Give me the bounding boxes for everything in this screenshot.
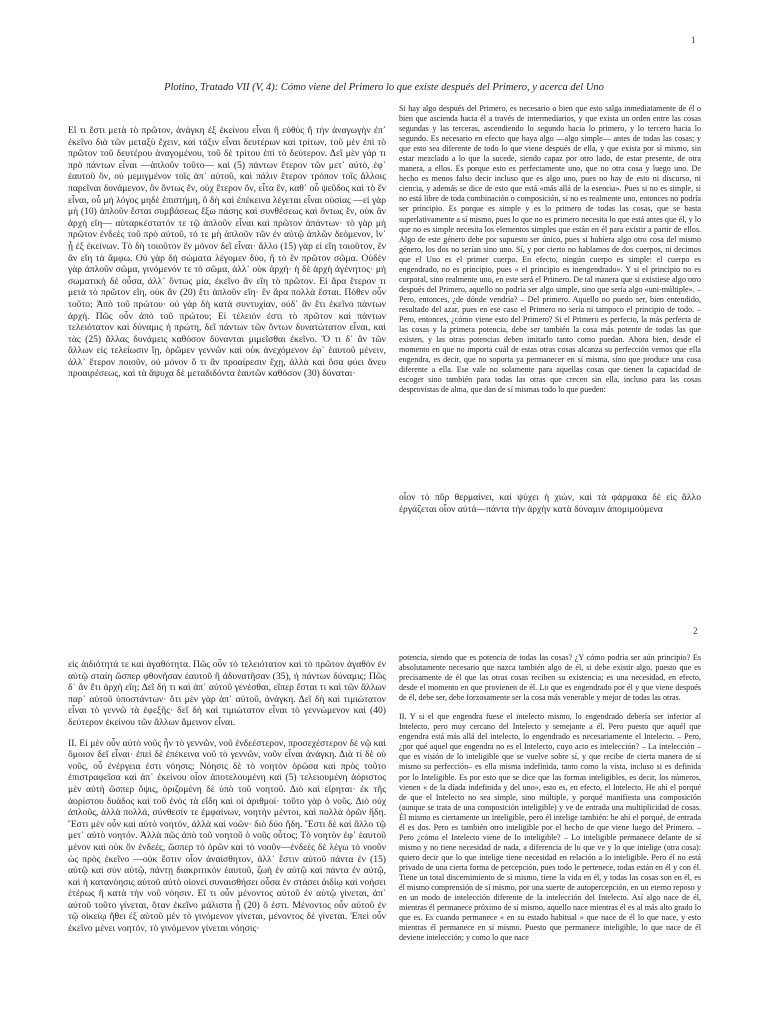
spanish-paragraph: potencia, siendo que es potencia de todas las cosas? ¿Y cómo podría ser aún principio? Es absolutamente necesario que nazca también algo de él, si debe existir algo, puesto que es precisamente de él que las otras cosas reciben su existencia; es una necesidad, en efecto, desde el momento en que provienen de él. Lo que es engendrado por él y que viene después de él, debe ser, debe forzosamente ser la cosa más venerable y mejor de todas las otras. <box>399 653 701 703</box>
greek-quote-column <box>399 492 701 528</box>
spanish-paragraph: II. Y si el que engendra fuese el intelecto mismo, lo engendrado debería ser inferior al Intelecto, pero muy cercano del Intelecto y semejante a él. Pero puesto que aquél que engendra está más allá del intelecto, lo engendrado es necesariamente el Intelecto. – Pero, ¿por qué aquel que engendra no es el Intelecto, cuyo acto es intelección? – La intelección –que es visión de lo inteligible que se vuelve sobre sí, y que recibe de cierta manera de sí mismo su perfección– es ella misma indefinida, tanto como la vista, incluso si es definida por lo Inteligible. Es por esto que se dice que las formas inteligibles, es decir, los números, vienen « de la díada indefinida y del uno», esto es, en efecto, el Intelecto. He ahí el porqué de que el Intelecto no sea simple, sino múltiple, y porqué manifiesta una composición (aunque se trata de una composición inteligible) y ve de entrada una multiplicidad de cosas. Él mismo es ciertamente un inteligible, pero él intelige también: he ahí el porqué, de entrada él es dos. Pero es también otro inteligible por el hecho de que viene luego del Primero. – Pero ¿cómo el Intelecto viene de lo inteligible? – Lo inteligible permanece delante de sí mismo y no tiene necesidad de nada, a diferencia de lo que ve y lo que intelige (otra cosa): quiero decir que lo que intelige tiene necesidad en relación a lo inteligible. Pero él no está privado de una cierta forma de percepción, pues todo le pertenece, todas están en él y con él. Tiene un total discernimiento de sí mismo, tiene la vida en él, y todas las cosas son en él, es él mismo comprensión de sí mismo, por una suerte de autopercepción, en un eterno reposo y en un modo de intelección diferente de la intelección del Intelecto. Así algo nace de él, mientras él permanece próximo de sí mismo, aquello nace mientras él es al más alto grado lo que es. Es cuando permanece « en su estado habitual » que nace de él lo que nace, y esto mientras él permanece en sí mismo. Puesto que permanece inteligible, lo que nace de él deviene intelección; y como lo que nace <box>399 712 701 943</box>
greek-column <box>68 659 386 1024</box>
greek-column <box>68 125 386 455</box>
spanish-column <box>399 653 701 1024</box>
greek-quote: οἷον τὸ πῦρ θερμαίνει, καὶ ψύχει ἡ χιών, καὶ τὰ φάρμακα δὲ εἰς ἄλλο ἐργάζεται οἷον αὐτά—πάντα τὴν ἀρχὴν κατὰ δύναμιν ἀπομιμούμενα <box>399 492 701 515</box>
greek-paragraph: Εἴ τι ἔστι μετὰ τὸ πρῶτον, ἀνάγκη ἐξ ἐκείνου εἶναι ἢ εὐθὺς ἢ τὴν ἀναγωγὴν ἐπ᾽ ἐκεῖνο διὰ τῶν μεταξὺ ἔχειν, καὶ τάξιν εἶναι δευτέρων καὶ τρίτων, τοῦ μὲν ἐπὶ τὸ πρῶτον τοῦ δευτέρου ἀναγομένου, τοῦ δὲ τρίτου ἐπὶ τὸ δεύτερον. Δεῖ μὲν γάρ τι πρὸ πάντων εἶναι —ἁπλοῦν τοῦτο— καὶ (5) πάντων ἕτερον τῶν μετ᾽ αὐτό, ἐφ᾽ ἑαυτοῦ ὄν, οὐ μεμιγμένον τοῖς ἀπ᾽ αὐτοῦ, καὶ πάλιν ἕτερον τρόπον τοῖς ἄλλοις παρεῖναι δυνάμενον, ὂν ὄντως ἕν, οὐχ ἕτερον ὄν, εἶτα ἕν, καθ᾽ οὗ ψεῦδος καὶ τὸ ἓν εἶναι, οὗ μὴ λόγος μηδὲ ἐπιστήμη, ὃ δὴ καὶ ἐπέκεινα λέγεται εἶναι οὐσίας —εἰ γὰρ μὴ (10) ἁπλοῦν ἔσται συμβάσεως ἔξω πάσης καὶ συνθέσεως καὶ ὄντως ἕν, οὐκ ἂν ἀρχὴ εἴη— αὐταρκέστατόν τε τῷ ἁπλοῦν εἶναι καὶ πρῶτον ἁπάντων· τὸ γὰρ μὴ πρῶτον ἐνδεὲς τοῦ πρὸ αὐτοῦ, τό τε μὴ ἁπλοῦν τῶν ἐν αὐτῷ ἁπλῶν δεόμενον, ἵν᾽ ᾖ ἐξ ἐκείνων. Τὸ δὴ τοιοῦτον ἓν μόνον δεῖ εἶναι· ἄλλο (15) γὰρ εἰ εἴη τοιοῦτον, ἓν ἂν εἴη τὰ ἄμφω. Οὐ γὰρ δὴ σώματα λέγομεν δύο, ἢ τὸ ἓν πρῶτον σῶμα. Οὐδὲν γὰρ ἁπλοῦν σῶμα, γινόμενόν τε τὸ σῶμα, ἀλλ᾽ οὐκ ἀρχή· ἡ δὲ ἀρχὴ ἀγένητος· μὴ σωματικὴ δὲ οὖσα, ἀλλ᾽ ὄντως μία, ἐκεῖνο ἂν εἴη τὸ πρῶτον. Εἰ ἄρα ἕτερον τι μετὰ τὸ πρῶτον εἴη, οὐκ ἂν (20) ἔτι ἁπλοῦν εἴη· ἓν ἄρα πολλὰ ἔσται. Πόθεν οὖν τοῦτο; Ἀπὸ τοῦ πρώτου· οὐ γὰρ δὴ κατὰ συντυχίαν, οὐδ᾽ ἂν ἔτι ἐκεῖνο πάντων ἀρχή. Πῶς οὖν ἀπὸ τοῦ πρώτου; Εἰ τέλειόν ἐστι τὸ πρῶτον καὶ πάντων τελειότατον καὶ δύναμις ἡ πρώτη, δεῖ πάντων τῶν ὄντων δυνατώτατον εἶναι, καὶ τὰς (25) ἄλλας δυνάμεις καθόσον δύνανται μιμεῖσθαι ἐκεῖνο. Ὅ τι δ᾽ ἂν τῶν ἄλλων εἰς τελείωσιν ἴῃ, ὁρῶμεν γεννῶν καὶ οὐκ ἀνεχόμενον ἐφ᾽ ἑαυτοῦ μένειν, ἀλλ᾽ ἕτερον ποιοῦν, οὐ μόνον ὅ τι ἂν προαίρεσιν ἔχῃ, ἀλλὰ καὶ ὅσα φύει ἄνευ προαιρέσεως, καὶ τὰ ἄψυχα δὲ μεταδιδόντα ἑαυτῶν καθόσον (30) δύναται· <box>68 125 386 380</box>
greek-paragraph: ΙΙ. Εἰ μὲν οὖν αὐτὸ νοῦς ἦν τὸ γεννῶν, νοῦ ἐνδεέστερον, προσεχέστερον δὲ νῷ καὶ ὅμοιον δεῖ εἶναι· ἐπεὶ δὲ ἐπέκεινα νοῦ τὸ γεννῶν, νοῦν εἶναι ἀνάγκη. Διὰ τί δὲ οὐ νοῦς, οὗ ἐνέργεια ἐστι νόησις; Νόησις δὲ τὸ νοητὸν ὁρῶσα καὶ πρὸς τοῦτο ἐπιστραφεῖσα καὶ ἀπ᾽ ἐκείνου οἷον ἀποτελουμένη καὶ (5) τελειουμένη ἀόριστος μὲν αὐτὴ ὥσπερ ὄψις, ὁριζομένη δὲ ὑπὸ τοῦ νοητοῦ. Διὸ καὶ εἴρηται· ἐκ τῆς ἀορίστου δυάδος καὶ τοῦ ἑνὸς τὰ εἴδη καὶ οἱ ἀριθμοί· τοῦτο γὰρ ὁ νοῦς. Διὸ οὐχ ἁπλοῦς, ἀλλὰ πολλά, σύνθεσίν τε ἐμφαίνων, νοητὴν μέντοι, καὶ πολλὰ ὁρῶν ἤδη. Ἔστι μὲν οὖν καὶ αὐτὸ νοητόν, ἀλλὰ καὶ νοῶν· διὸ δύο ἤδη. Ἔστι δὲ καὶ ἄλλο τῷ μετ᾽ αὐτὸ νοητόν. Ἀλλὰ πῶς ἀπὸ τοῦ νοητοῦ ὁ νοῦς οὗτος; Τὸ νοητὸν ἐφ᾽ ἑαυτοῦ μένον καὶ οὐκ ὂν ἐνδεές, ὥσπερ τὸ ὁρῶν καὶ τὸ νοοῦν—ἐνδεὲς δὲ λέγω τὸ νοοῦν ὡς πρὸς ἐκεῖνο —οὐκ ἔστιν οἷον ἀναίσθητον, ἀλλ᾽ ἔστιν αὐτοῦ πάντα ἐν (15) αὐτῷ καὶ σὺν αὐτῷ, πάντῃ διακριτικὸν ἑαυτοῦ, ζωὴ ἐν αὐτῷ καὶ πάντα ἐν αὐτῷ, καὶ ἡ κατανόησις αὐτοῦ αὐτὸ οἱονεὶ συναισθήσει οὖσα ἐν στάσει ἀιδίῳ καὶ νοήσει ἑτέρως ἢ κατὰ τὴν νοῦ νόησιν. Εἴ τι οὖν μένοντος αὐτοῦ ἐν αὐτῷ γίνεται, ἀπ᾽ αὐτοῦ τοῦτο γίνεται, ὅταν ἐκεῖνο μάλιστα ᾖ (20) ὅ ἐστι. Μένοντος οὖν αὐτοῦ ἐν τῷ οἰκείῳ ἤθει ἐξ αὐτοῦ μὲν τὸ γινόμενον γίνεται, μένοντος δὲ γίνεται. Ἐπεὶ οὖν ἐκεῖνο μένει νοητόν, τὸ γινόμενον γίνεται νόησις· <box>68 737 386 935</box>
document-title: Plotino, Tratado VII (V, 4): Cómo viene del Primero lo que existe después del Primero, y acerca del Uno <box>164 82 604 93</box>
page-number: 2 <box>693 626 698 636</box>
spanish-paragraph: Si hay algo después del Primero, es necesario o bien que esto salga inmediatamente de él o bien que ascienda hacia él a través de intermediarios, y que exista un orden entre las cosas segundas y las terceras, ascendiendo lo segundo hacia lo primero, y lo tercero hacia lo segundo. Es necesario en efecto que haya algo —algo simple— antes de todas las cosas; y que esto sea diferente de todo lo que viene después de ella, y que exista por sí mismo, sin estar mezclado a lo que la sucede, siendo capaz por otro lado, de estar presente, de otra manera, a ellos. Es porque esto es perfectamente uno, que no otra cosa y luego uno. De hecho es menos falso decir incluso que es algo uno, pues no hay de esto ni discurso, ni ciencia, y además se dice de esto que está «más allá de la esencia». Pues si no es simple, si no está libre de toda combinación o composición, si no es realmente uno, entonces no podría ser principio. Es porque es simple y es lo primero de todas las cosas, que se basta superlativamente a sí mismo, pues lo que no es primero necesita lo que está antes que él, y lo que no es simple necesita los elementos simples que están en él para existir a partir de ellos. Algo de este género debe por supuesto ser único, pues si hubiera algo otro cosa del mismo género, los dos no serían sino uno. Sí, y por cierto no hablamos de dos cuerpos, ni decimos que el Uno es el primer cuerpo. En efecto, ningún cuerpo es simple: el cuerpo es engendrado, no es principio, pues « el principio es inengendrado». Y si el principio no es corporal, sino realmente uno, en este será el Primero. De tal manera que si existiese algo otro después del Primero, aquello no podría ser algo simple, sino que sería algo «uni-múltiple». – Pero, entonces, ¿de dónde vendría? – Del primero. Aquello no puedo ser, bien entendido, resultado del azar, pues en ese caso el Primero no sería ni tampoco el principio de todo. – Pero, entonces, ¿cómo viene esto del Primero? Si el Primero es perfecto, la más perfecta de las cosas y la primera potencia, debe ser también la cosa más potente de todas las que existen, y las otras potencias deben imitarlo tanto como puedan. Ahora bien, desde el momento en que no importa cuál de estas otras cosas alcanza su perfección vemos que ella engendra, es decir, que no soporta ya permanecer en sí misma, sino que produce una cosa diferente a ella. Ese vale no solamente para aquellas cosas que tienen la capacidad de escoger sino también para todas las otras que crecen sin ella, incluso para las cosas desprovistas de alma, que dan de sí mismas todo lo que pueden: <box>399 104 701 395</box>
page-number: 1 <box>691 35 696 45</box>
spanish-column <box>399 104 701 460</box>
greek-paragraph: εἰς ἀιδιότητά τε καὶ ἀγαθότητα. Πῶς οὖν τὸ τελειότατον καὶ τὸ πρῶτον ἀγαθὸν ἐν αὐτῷ σταίη ὥσπερ φθονῆσαν ἑαυτοῦ ἢ ἀδυνατῆσαν (35), ἡ πάντων δύναμις; Πῶς δ᾽ ἂν ἔτι ἀρχὴ εἴη; Δεῖ δή τι καὶ ἀπ᾽ αὐτοῦ γενέσθαι, εἴπερ ἔσται τι καὶ τῶν ἄλλων παρ᾽ αὐτοῦ ὑποστάντων· ὅτι μὲν γὰρ ἀπ᾽ αὐτοῦ, ἀνάγκη. Δεῖ δὴ καὶ τιμιώτατον εἶναι τὸ γεννῶ τὰ ἐφεξῆς· δεῖ δὴ καὶ τιμιώτατον εἶναι τὸ γεννώμενον καὶ (40) δεύτερον ἐκείνου τῶν ἄλλων ἄμεινον εἶναι. <box>68 659 386 728</box>
